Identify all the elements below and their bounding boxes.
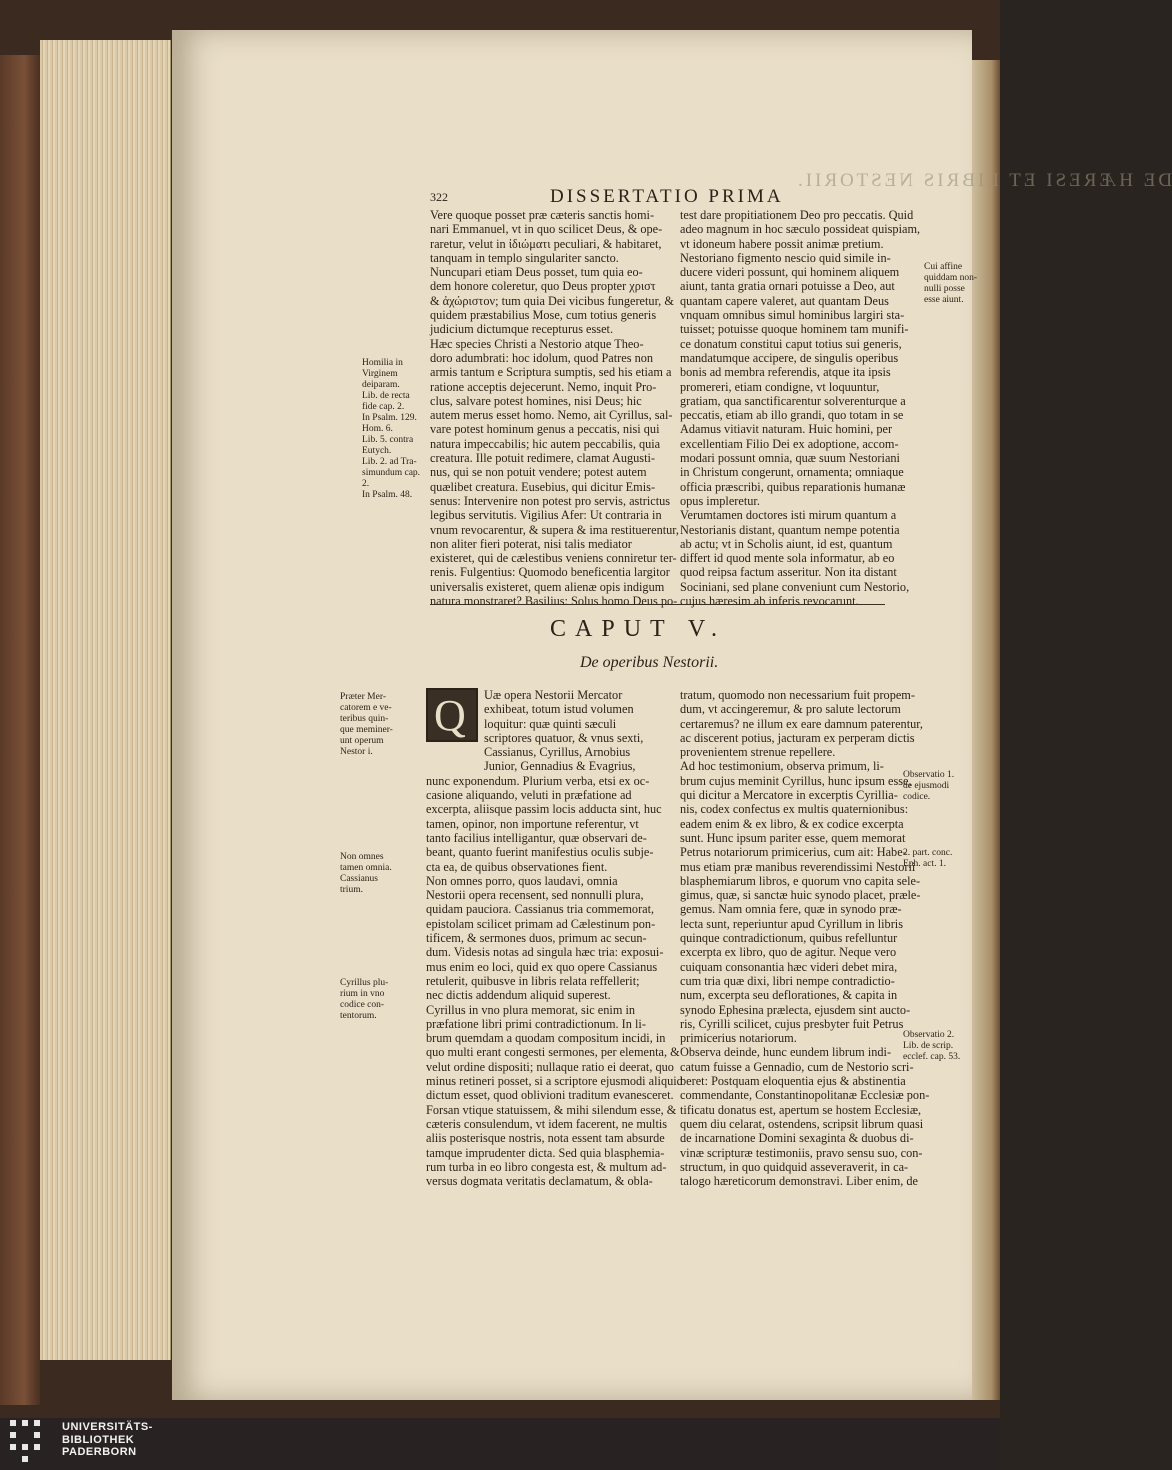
text-line: nec dictis addendum aliquid superest. xyxy=(426,988,611,1003)
text-line: quidem præstabilius Mose, cum totius generis xyxy=(430,308,657,323)
running-head: DISSERTATIO PRIMA xyxy=(550,186,784,207)
text-line: In Psalm. 48. xyxy=(362,490,413,500)
text-line: quantam capere valeret, aut quantam Deus xyxy=(680,293,889,308)
library-logo-icon xyxy=(10,1420,54,1466)
text-line: natura monstraret? Basilius: Solus homo Deus po- xyxy=(430,594,678,609)
text-line: Verumtamen doctores isti mirum quantum a xyxy=(680,508,897,523)
text-line: Junior, Gennadius & Evagrius, xyxy=(484,759,636,774)
text-line: codice. xyxy=(903,792,931,802)
text-line: Lib. de recta xyxy=(362,391,410,401)
text-line: nunc exponendum. Plurium verba, etsi ex oc- xyxy=(426,773,650,788)
text-line: fide cap. 2. xyxy=(362,402,405,412)
text-line: quidam pauciora. Cassianus tria commemorat, xyxy=(426,902,655,917)
text-line: non aliter fieri poterat, nisi talis mediator xyxy=(430,536,632,551)
text-line: Lib. de scrip. xyxy=(903,1041,954,1051)
text-line: quælibet creatura. Eusebius, qui dicitur Emis- xyxy=(430,479,656,494)
text-line: officia præscribi, quibus reparationis humanæ xyxy=(680,479,906,494)
text-line: Præter Mer- xyxy=(340,692,386,702)
text-line: esse aiunt. xyxy=(924,295,964,305)
text-line: catorem e ve- xyxy=(340,703,392,713)
text-line: exhibeat, totum istud volumen xyxy=(484,702,634,717)
text-line: Non omnes porro, quos laudavi, omnia xyxy=(426,873,618,888)
text-line: ac discerent potius, jacturam ex perperam dictis xyxy=(680,730,915,745)
text-line: Nestorianis distant, quantum nempe potentia xyxy=(680,522,900,537)
text-line: opus impleretur. xyxy=(680,493,760,508)
text-line: Nestorii opera recensent, sed nonnulli plura, xyxy=(426,888,644,903)
text-line: Homilia in xyxy=(362,358,403,368)
text-line: Sociniani, sed plane conveniunt cum Nestorio, xyxy=(680,579,910,594)
text-line: Adamus vitiavit naturam. Huic homini, per xyxy=(680,422,893,437)
text-line: judicium dictumque recepturus esset. xyxy=(430,322,614,337)
text-line: creatura. Ille potuit redimere, clamat Augusti- xyxy=(430,451,656,466)
text-line: deiparam. xyxy=(362,380,400,390)
text-line: que meminer- xyxy=(340,725,393,735)
text-line: quinque contradictionum, quibus refelluntur xyxy=(680,931,898,946)
text-line: Nestoriano figmento nescio quid simile in- xyxy=(680,250,891,265)
text-line: armis tantum e Scriptura sumptis, sed his etiam a xyxy=(430,365,672,380)
text-line: velut ordine dispositi; nullaque ratio ei deerat, quo xyxy=(426,1059,674,1074)
text-line: excellentiam Filio Dei ex adoptione, accom- xyxy=(680,436,899,451)
page-edges xyxy=(40,40,171,1360)
text-line: casione aliquando, veluti in præfatione ad xyxy=(426,788,632,803)
text-line: vnum revocarentur, & supera & ima restituerentur, xyxy=(430,522,679,537)
text-line: teribus quin- xyxy=(340,714,389,724)
text-line: & ἀχώριστον; tum quia Dei vicibus fungeretur, & xyxy=(430,293,674,308)
text-line: talogo hæreticorum demonstravi. Liber enim, de xyxy=(680,1174,919,1189)
text-line: brum quemdam a quodam compositum incidi, in xyxy=(426,1031,666,1046)
text-line: certaremus? ne illum ex eare damnum paterentur, xyxy=(680,716,923,731)
text-line: nis, codex confectus ex multis quaternionibus: xyxy=(680,802,909,817)
text-line: dictum esset, quod oblivioni traditum evanesceret. xyxy=(426,1088,674,1103)
text-line: de ejusmodi xyxy=(903,781,950,791)
text-line: autem merus esset homo. Nemo, ait Cyrillus, sal- xyxy=(430,408,673,423)
lower-right-margin-note-3 xyxy=(903,1030,960,1063)
text-line: eadem enim & ex libro, & ex codice excerpta xyxy=(680,816,904,831)
text-line: sunt. Hunc ipsum pariter esse, quem memorat xyxy=(680,830,906,845)
text-line: Uæ opera Nestorii Mercator xyxy=(484,688,623,702)
upper-right-column xyxy=(680,208,922,608)
text-line: natura impeccabilis; hic autem peccabilis, quia xyxy=(430,436,661,451)
text-line: præfatione libri primi contradictionum. In li- xyxy=(426,1016,646,1031)
text-line: quem diu celarat, ostendens, scripsit librum quasi xyxy=(680,1116,924,1131)
facing-page-edge xyxy=(972,60,1000,1400)
text-line: gratiam, qua sanctificarentur solverenturque a xyxy=(680,393,906,408)
text-line: renis. Fulgentius: Quomodo beneficentia largitor xyxy=(430,565,670,580)
library-line-2: BIBLIOTHEK xyxy=(62,1433,135,1446)
text-line: Eph. act. 1. xyxy=(903,859,947,869)
text-line: simundum cap. xyxy=(362,468,421,478)
lower-left-column xyxy=(426,688,683,1189)
lower-right-margin-note-1 xyxy=(903,770,954,803)
text-line: Eutych. xyxy=(362,446,392,456)
text-line: ab actu; vt in Scholis aiunt, id est, quantum xyxy=(680,536,893,551)
text-line: tificem, & sermones duos, primum ac secun- xyxy=(426,931,647,946)
upper-left-margin-notes xyxy=(362,358,420,501)
text-line: Forsan vtique statuissem, & mihi silendum esse, & xyxy=(426,1102,677,1117)
text-line: lecta sunt, reperiuntur apud Cyrillum in libris xyxy=(680,916,904,931)
text-line: Cassianus, Cyrillus, Arnobius xyxy=(484,745,631,760)
text-line: quo multi erant congesti sermones, per elementa, & xyxy=(426,1045,680,1060)
text-line: clus, salvare potest homines, nisi Deus; hic xyxy=(430,393,642,408)
text-line: 2. xyxy=(362,479,370,489)
text-line: gemus. Nam omnia fere, quæ in synodo præ- xyxy=(680,902,902,917)
library-name xyxy=(62,1421,153,1459)
text-line: vnquam omnibus simul hominibus largiri sta- xyxy=(680,308,905,323)
decorated-initial-q-icon: Q xyxy=(426,688,478,742)
text-line: ducere videri possunt, qui hominem aliquem xyxy=(680,265,900,280)
text-line: peccatis, etiam ab illo grandi, quo totam in se xyxy=(680,408,904,423)
text-line: beant, quanto fuerint manifestius oculis subje- xyxy=(426,845,654,860)
upper-right-margin-notes xyxy=(924,262,977,306)
text-line: rium in vno xyxy=(340,989,385,999)
text-line: ratione acceptis dejecerunt. Nemo, inquit Pro- xyxy=(430,379,657,394)
text-line: cuiquam consonantia hæc videri debet mira, xyxy=(680,959,898,974)
section-rule xyxy=(430,604,885,605)
text-line: In Psalm. 129. xyxy=(362,413,417,423)
text-line: Lib. 2. ad Tra- xyxy=(362,457,417,467)
text-line: tamque imprudenter dicta. Sed quia blasphemia- xyxy=(426,1145,665,1160)
text-line: vinæ scripturæ testimoniis, pravo sensu suo, con- xyxy=(680,1145,923,1160)
text-line: Observa deinde, hunc eundem librum indi- xyxy=(680,1045,892,1060)
chapter-heading: CAPUT V. xyxy=(550,616,727,642)
text-line: in Christum congerunt, ornamenta; omniaque xyxy=(680,465,904,480)
text-line: bonis ad membra referendis, atque ita ipsis xyxy=(680,365,891,380)
text-line: tentorum. xyxy=(340,1011,377,1021)
text-line: minus retineri posset, si a scriptore ejusmodi aliquid xyxy=(426,1074,683,1089)
page-number: 322 xyxy=(430,190,448,204)
text-line: modari possunt omnia, quæ suum Nestoriani xyxy=(680,451,900,466)
text-line: Cui affine xyxy=(924,262,963,272)
lower-left-margin-note-3 xyxy=(340,978,388,1022)
text-line: qui dicitur a Mercatore in excerptis Cyrillia- xyxy=(680,788,898,803)
library-line-1: UNIVERSITÄTS- xyxy=(62,1421,153,1433)
text-line: synodo Ephesina prælecta, ejusdem sint aucto- xyxy=(680,1002,911,1017)
text-line: codice con- xyxy=(340,1000,385,1010)
text-line: tamen omnia. xyxy=(340,863,392,873)
text-line: nari Emmanuel, vt in quo scilicet Deus, & ope- xyxy=(430,222,663,237)
text-line: aliis posterisque nostris, nota essent tam absurde xyxy=(426,1131,665,1146)
text-line: loquitur: quæ quinti sæculi xyxy=(484,716,617,731)
text-line: excerpta, aliisque passim locis adducta sint, huc xyxy=(426,802,662,817)
text-line: excerpta ex libro, quo de agitur. Neque vero xyxy=(680,945,897,960)
text-line: num, excerpta seu deflorationes, & capita in xyxy=(680,988,898,1003)
text-line: catum fuisse a Gennadio, cum de Nestorio scri- xyxy=(680,1059,914,1074)
text-line: de incarnatione Domini sexaginta & duobus di- xyxy=(680,1131,914,1146)
text-line: Ad hoc testimonium, observa primum, li- xyxy=(680,759,884,774)
text-line: beret: Postquam eloquentia ejus & abstinentia xyxy=(680,1074,906,1089)
text-line: rum turba in eo libro congesta est, & multum ad- xyxy=(426,1159,667,1174)
text-line: promereri, etiam condigne, vt loquuntur, xyxy=(680,379,880,394)
text-line: Non omnes xyxy=(340,852,384,862)
text-line: adeo magnum in hoc sæculo possideat quispiam, xyxy=(680,222,921,237)
text-line: test dare propitiationem Deo pro peccatis. Quid xyxy=(680,208,914,222)
text-line: blasphemiarum libros, e quorum vno capita sele- xyxy=(680,873,921,888)
text-line: mus etiam præ manibus reverendissimi Nestorii xyxy=(680,859,916,874)
text-line: tratum, quomodo non necessarium fuit propem- xyxy=(680,688,915,702)
text-line: mandatumque accipere, de singulis operibus xyxy=(680,350,899,365)
text-line: tanquam in templo singulariter sancto. xyxy=(430,250,619,265)
text-line: tanto facilius intelligantur, quæ observari de- xyxy=(426,830,647,845)
text-line: vt idoneum habere possit animæ pretium. xyxy=(680,236,884,251)
lower-left-margin-note-2 xyxy=(340,852,392,896)
text-line: tamen, opinor, non importune referentur, vt xyxy=(426,816,639,831)
text-line: cæteris consulendum, vt idem facerent, ne multis xyxy=(426,1116,668,1131)
text-line: ce donatum constitui caput totius sui generis, xyxy=(680,336,902,351)
chapter-subtitle: De operibus Nestorii. xyxy=(580,654,719,671)
text-line: Nuncupari etiam Deus posset, tum quia eo- xyxy=(430,265,643,280)
text-line: gimus, quæ, si sanctæ huic synodo placet, præle- xyxy=(680,888,921,903)
lower-right-margin-note-2 xyxy=(903,848,952,870)
text-line: nulli posse xyxy=(924,284,965,294)
show-through-heading: DE HÆRESI ET LIBRIS NESTORII. xyxy=(795,170,1172,191)
text-line: doro adumbrati: hoc idolum, quod Patres non xyxy=(430,350,654,365)
text-line: vare potest hominum genus a peccatis, nisi qui xyxy=(430,422,660,437)
text-line: trium. xyxy=(340,885,363,895)
text-line: Nestor i. xyxy=(340,747,373,757)
text-line: versus dogmata veritatis declamatum, & obla- xyxy=(426,1174,653,1189)
text-line: ris, Cyrilli scilicet, cujus presbyter fuit Petrus xyxy=(680,1016,904,1031)
text-line: quiddam non- xyxy=(924,273,978,283)
text-line: Lib. 5. contra xyxy=(362,435,414,445)
text-line: dem honore coleretur, quo Deus propter χριστ xyxy=(430,279,656,294)
upper-left-column xyxy=(430,208,679,609)
text-line: commendante, Constantinopolitanæ Ecclesiæ pon- xyxy=(680,1088,930,1103)
text-line: ecclef. cap. 53. xyxy=(903,1052,961,1062)
text-line: dum. Videsis notas ad singula hæc tria: exposui- xyxy=(426,945,664,960)
text-line: cujus hæresim ab inferis revocarunt. xyxy=(680,594,859,609)
text-line: Cyrillus plu- xyxy=(340,978,389,988)
library-line-3: PADERBORN xyxy=(62,1446,137,1458)
text-line: unt operum xyxy=(340,736,384,746)
book-cover-edge xyxy=(0,55,40,1405)
text-line: legibus servitutis. Vigilius Afer: Ut contraria in xyxy=(430,508,662,523)
text-line: tuisset; potuisse quoque hominem tam munifi- xyxy=(680,322,909,337)
text-line: differt id quod mente sola informatur, ab eo xyxy=(680,551,895,566)
text-line: existeret, qui de cælestibus veniens conniretur ter- xyxy=(430,551,677,566)
text-line: universalis existeret, quem alienæ opis indigum xyxy=(430,579,665,594)
text-line: Cyrillus in vno plura memorat, sic enim in xyxy=(426,1002,636,1017)
text-line: Observatio 2. xyxy=(903,1030,955,1040)
text-line: Petrus notariorum primicerius, cum ait: Habe- xyxy=(680,845,907,860)
text-line: structum, in quo quidquid asseveraverit, in ca- xyxy=(680,1159,909,1174)
text-line: 2. part. conc. xyxy=(903,848,953,858)
text-line: quod reipsa factum asseritur. Non ita distant xyxy=(680,565,897,580)
text-line: aiunt, tanta gratia ornari potuisse a Deo, aut xyxy=(680,279,895,294)
text-line: cta ea, de quibus observationes fient. xyxy=(426,859,608,874)
text-line: provenientem strenue repellere. xyxy=(680,745,836,760)
text-line: Hom. 6. xyxy=(362,424,393,434)
text-line: epistolam scilicet primam ad Cælestinum pon- xyxy=(426,916,656,931)
text-line: tificatu donatus est, apertum se hostem Ecclesiæ, xyxy=(680,1102,922,1117)
lower-left-margin-note-1 xyxy=(340,692,393,758)
text-line: dum, vt accingeremur, & pro salute lectorum xyxy=(680,702,901,717)
text-line: Virginem xyxy=(362,369,398,379)
text-line: Cassianus xyxy=(340,874,378,884)
text-line: nus, qui se non potuit vendere; potest autem xyxy=(430,465,647,480)
text-line: cum tria quæ dixi, libri nempe contradictio- xyxy=(680,973,895,988)
text-line: raretur, velut in ἰδιώματι peculiari, & habitaret, xyxy=(430,236,662,251)
text-line: mus enim eo loci, quid ex quo opere Cassianus xyxy=(426,959,658,974)
text-line: Vere quoque posset præ cæteris sanctis homi- xyxy=(430,208,655,222)
text-line: scriptores quatuor, & vnus sexti, xyxy=(484,730,644,745)
text-line: primicerius notariorum. xyxy=(680,1031,797,1046)
text-line: senus: Intervenire non potest pro servis, astrictus xyxy=(430,493,671,508)
text-line: retulerit, quibusve in libris relata reffellerit; xyxy=(426,973,640,988)
text-line: Observatio 1. xyxy=(903,770,955,780)
text-line: brum cujus meminit Cyrillus, hunc ipsum esse, xyxy=(680,773,912,788)
text-line: Hæc species Christi a Nestorio atque Theo- xyxy=(430,336,644,351)
